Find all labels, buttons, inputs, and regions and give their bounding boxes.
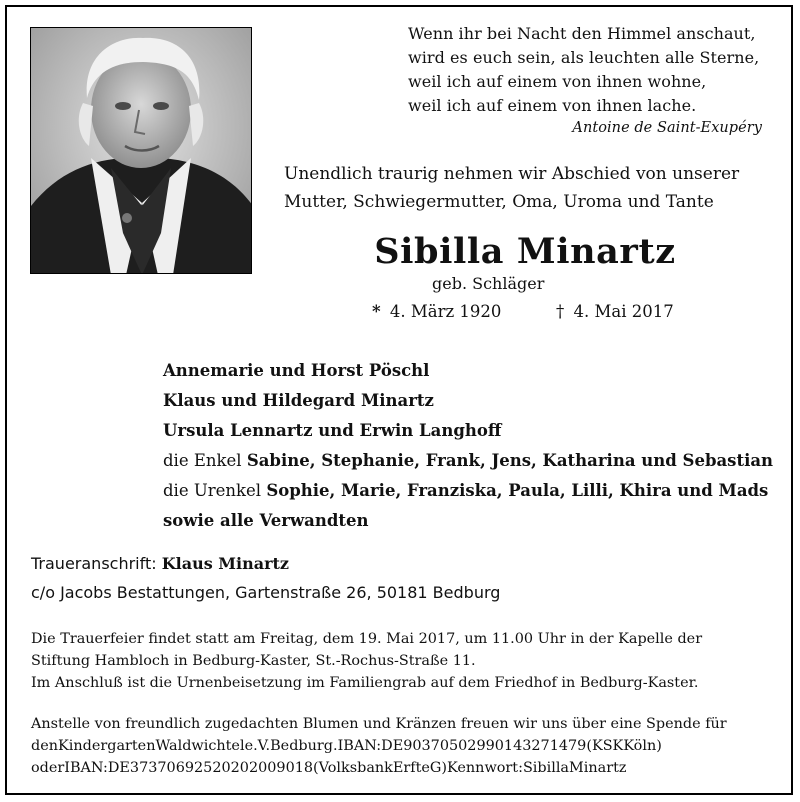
quote-line: wird es euch sein, als leuchten alle Sterne, [408,48,760,67]
death-date-value: 4. Mai 2017 [573,302,674,321]
donation-word: 0202 [221,760,259,776]
quote-line: Wenn ihr bei Nacht den Himmel anschaut, [408,24,756,43]
donation-word: DE90 [381,738,422,754]
farewell-intro [284,160,754,216]
address-line-2: c/o Jacobs Bestattungen, Gartenstraße 26, 50181 Bedburg [31,583,501,602]
mourners-list [163,356,783,536]
ceremony-line: Die Trauerfeier findet statt am Freitag, dem 19. Mai 2017, um 11.00 Uhr in der Kapelle der [31,631,703,647]
greatgrandchildren-prefix: die Urenkel [163,481,262,500]
donation-info [31,713,771,779]
address-line-1 [31,549,631,578]
intro-line: Unendlich traurig nehmen wir Abschied von unserer [284,164,740,184]
greatgrandchildren-line [163,476,783,506]
birth-star-icon: * [372,302,381,321]
donation-word: Waldwichtel [155,738,245,754]
donation-word: den [31,738,58,754]
donation-word: DE37 [107,760,149,776]
donation-word: 79 [568,738,587,754]
quote-line: weil ich auf einem von ihnen wohne, [408,72,707,91]
mourner-line: Ursula Lennartz und Erwin Langhoff [163,421,502,440]
donation-word: e.V. [244,738,271,754]
donation-word: 0299 [458,738,495,754]
donation-word: Kennwort: [447,760,523,776]
address-label: Traueranschrift: [31,554,157,573]
donation-word: 3705 [421,738,459,754]
mourner-line: Annemarie und Horst Pöschl [163,361,430,380]
donation-word: Minartz [569,760,627,776]
donation-word: 0143 [494,738,532,754]
intro-line: Mutter, Schwiegermutter, Oma, Uroma und Tante [284,192,714,212]
donation-word: Kindergarten [58,738,156,754]
donation-word: 3706 [148,760,185,776]
address-name: Klaus Minartz [161,554,289,573]
ceremony-line: Im Anschluß ist die Urnenbeisetzung im Familiengrab auf dem Friedhof in Bedburg-Kaster. [31,675,699,691]
greatgrandchildren-names: Sophie, Marie, Franziska, Paula, Lilli, Khira und Mads [266,481,769,500]
donation-word: 0090 [258,760,295,776]
donation-word: eG) [421,760,448,776]
deceased-name: Sibilla Minartz [374,231,676,272]
ceremony-info [31,628,781,694]
quote-author: Antoine de Saint-Exupéry [572,120,762,136]
death-date [556,300,674,324]
donation-word: Sibilla [522,760,570,776]
donation-word: (KSK [586,738,624,754]
grandchildren-names: Sabine, Stephanie, Frank, Jens, Katharina und Sebastian [246,451,774,470]
quote-line: weil ich auf einem von ihnen lache. [408,96,697,115]
donation-word: 18 [294,760,314,776]
donation-word: 9252 [184,760,222,776]
donation-word: Bedburg. [270,738,338,754]
donation-word: 2714 [531,738,569,754]
donation-bank-line [31,735,771,757]
grandchildren-prefix: die Enkel [163,451,242,470]
donation-word: oder [31,760,65,776]
donation-word: IBAN: [337,738,382,754]
donation-bank-line [31,757,771,779]
poem-quote [408,22,768,138]
mourner-line: Klaus und Hildegard Minartz [163,391,434,410]
death-cross-icon: † [556,302,565,321]
donation-word: Köln) [623,738,662,754]
donation-word: Erft [392,760,422,776]
condolence-address [31,549,631,607]
birth-date-value: 4. März 1920 [389,302,502,321]
donation-word: IBAN: [64,760,108,776]
ceremony-line: Stiftung Hambloch in Bedburg-Kaster, St.-Rochus-Straße 11. [31,653,476,669]
donation-word: (Volksbank [313,760,393,776]
grandchildren-line [163,446,783,476]
donation-line: Anstelle von freundlich zugedachten Blumen und Kränzen freuen wir uns über eine Spende für [31,716,727,732]
birth-name: geb. Schläger [432,274,545,293]
relatives-line: sowie alle Verwandten [163,511,369,530]
birth-date [372,300,501,324]
portrait-photo [30,27,252,274]
